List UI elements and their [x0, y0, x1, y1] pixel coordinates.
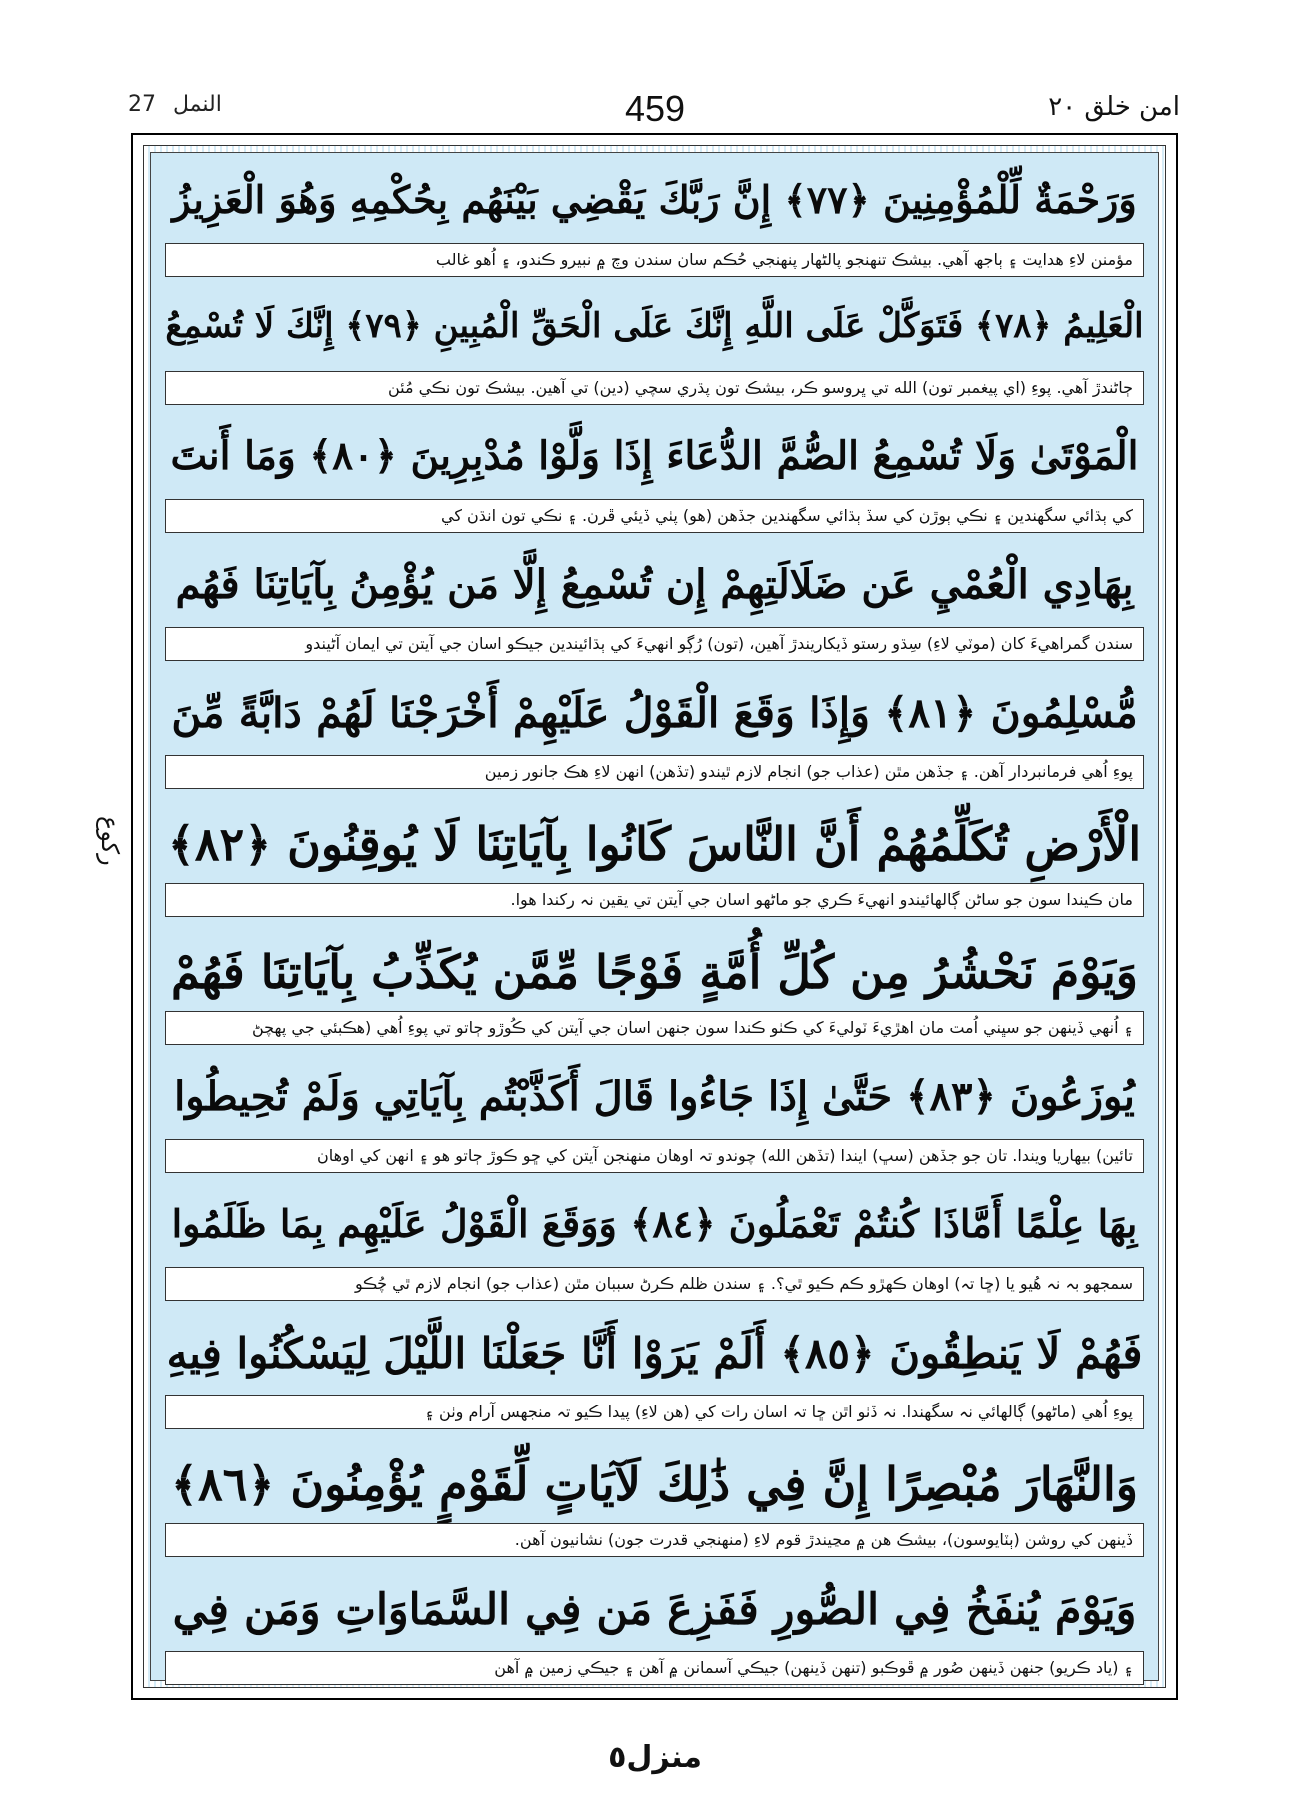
page-number: 459 — [624, 88, 686, 129]
verse-block — [151, 543, 1158, 671]
translation-line: پوءِ اُھي فرمانبردار آھن. ۽ جڏھن مٿن (عذاب جو) انجام لازم ٿيندو (تڏھن) انھن لاءِ ھڪ جانور زمين — [165, 755, 1144, 789]
translation-line: سمجھو بہ نہ ھُيو يا (ڇا تہ) اوھان ڪھڙو ڪم ڪيو ٿي؟. ۽ سندن ظلم ڪرڻ سببان مٿن (عذاب جو) انجام لازم ٿي چُڪو — [165, 1267, 1144, 1301]
translation-line: تائين) بيھاريا ويندا. تان جو جڏھن (سڀ) ايندا (تڏھن الله) چوندو تہ اوھان منھنجن آيتن کي ڇو ڪوڙ ڄاتو ھو ۽ انھن کي اوھان — [165, 1139, 1144, 1173]
text-area — [150, 152, 1159, 1681]
verse-block — [151, 1311, 1158, 1439]
arabic-line: مُّسْلِمُونَ ﴿٨١﴾ وَإِذَا وَقَعَ الْقَوْلُ عَلَيْهِمْ أَخْرَجْنَا لَهُمْ دَابَّةً مِّنَ — [171, 689, 1138, 737]
translation-line: پوءِ اُھي (ماڻھو) ڳالھائي نہ سگھندا. نہ ڏٺو اٿن ڇا تہ اسان رات کي (ھن لاءِ) پيدا ڪيو تہ منجھس آرام وٺن ۽ — [165, 1395, 1144, 1429]
manzil-label: منزل٥ — [608, 1740, 702, 1775]
translation-line: ۽ اُنھي ڏينھن جو سڀني اُمت مان اھڙيءَ ٽوليءَ کي ڪٺو ڪندا سون جنھن اسان جي آيتن کي ڪُوڙو ڄاتو تي پوءِ اُھي (ھڪبئي جي پھچڻ — [165, 1011, 1144, 1045]
verse-block — [151, 1567, 1158, 1695]
translation-line: مؤمنن لاءِ هدايت ۽ ٻاجھ آھي. بيشڪ تنھنجو پالڻھار پنھنجي حُڪم سان سندن وچ ۾ نبيرو ڪندو، ۽ اُھو غالب — [165, 243, 1144, 277]
translation-line: ڄاڻندڙ آھي. پوءِ (اي پيغمبر تون) الله تي ڀروسو ڪر، بيشڪ تون پڌري سچي (دين) تي آھين. بيشڪ تون نڪي مُئن — [165, 371, 1144, 405]
surah-label — [128, 92, 232, 136]
verse-block — [151, 1055, 1158, 1183]
translation-line: کي ٻڌائي سگھندين ۽ نڪي ٻوڙن کي سڏ ٻڌائي سگھندين جڏھن (ھو) پٺي ڏيئي ڦرن. ۽ نڪي تون انڌن کي — [165, 499, 1144, 533]
translation-line: ڏينھن کي روشن (ٻٽايوسون)، بيشڪ ھن ۾ مڃيندڙ قوم لاءِ (منھنجي قدرت جون) نشانيون آھن. — [165, 1523, 1144, 1557]
ruku-marker: ركوع — [96, 816, 124, 866]
verse-block — [151, 159, 1158, 287]
arabic-line: وَرَحْمَةٌ لِّلْمُؤْمِنِينَ ﴿٧٧﴾ إِنَّ رَبَّكَ يَقْضِي بَيْنَهُم بِحُكْمِهِ وَهُوَ الْعَزِيزُ — [172, 177, 1137, 222]
verse-block — [151, 415, 1158, 543]
translation-line: سندن گمراھيءَ کان (موٽي لاءِ) سِڌو رستو ڏيکاريندڙ آھين، (تون) رُڳو انھيءَ کي ٻڌائيندين جيڪو اسان جي آيتن تي ايمان آڻيندو — [165, 627, 1144, 661]
page-frame — [131, 133, 1178, 1700]
arabic-line: وَالنَّهَارَ مُبْصِرًا إِنَّ فِي ذَٰلِكَ لَآيَاتٍ لِّقَوْمٍ يُؤْمِنُونَ ﴿٨٦﴾ — [170, 1457, 1139, 1511]
arabic-line: يُوزَعُونَ ﴿٨٣﴾ حَتَّىٰ إِذَا جَاءُوا قَالَ أَكَذَّبْتُم بِآيَاتِي وَلَمْ تُحِيطُوا — [174, 1073, 1135, 1120]
surah-name: النمل — [173, 92, 222, 117]
translation-line: ۽ (ياد ڪريو) جنھن ڏينھن صُور ۾ ڦوڪبو (تنھن ڏينھن) جيڪي آسمانن ۾ آھن ۽ جيڪي زمين ۾ آھن — [165, 1651, 1144, 1685]
verse-block — [151, 287, 1158, 415]
verse-block — [151, 1183, 1158, 1311]
arabic-line: الْأَرْضِ تُكَلِّمُهُمْ أَنَّ النَّاسَ كَانُوا بِآيَاتِنَا لَا يُوقِنُونَ ﴿٨٢﴾ — [167, 817, 1142, 871]
arabic-line: الْمَوْتَىٰ وَلَا تُسْمِعُ الصُّمَّ الدُّعَاءَ إِذَا وَلَّوْا مُدْبِرِينَ ﴿٨٠﴾ وَمَا أَنتَ — [170, 433, 1139, 479]
arabic-line: بِهَا عِلْمًا أَمَّاذَا كُنتُمْ تَعْمَلُونَ ﴿٨٤﴾ وَوَقَعَ الْقَوْلُ عَلَيْهِم بِمَا ظَلَمُوا — [171, 1201, 1138, 1246]
translation-line: مان ڪيندا سون جو ساڻن ڳالھائيندو انھيءَ ڪري جو ماڻھو اسان جي آيتن تي يقين نہ رکندا ھوا. — [165, 883, 1144, 917]
arabic-line: الْعَلِيمُ ﴿٧٨﴾ فَتَوَكَّلْ عَلَى اللَّهِ إِنَّكَ عَلَى الْحَقِّ الْمُبِينِ ﴿٧٩﴾ إِنَّكَ لَا تُسْمِعُ — [165, 306, 1144, 346]
arabic-line: وَيَوْمَ يُنفَخُ فِي الصُّورِ فَفَزِعَ مَن فِي السَّمَاوَاتِ وَمَن فِي — [172, 1585, 1137, 1635]
arabic-line: فَهُمْ لَا يَنطِقُونَ ﴿٨٥﴾ أَلَمْ يَرَوْا أَنَّا جَعَلْنَا اللَّيْلَ لِيَسْكُنُوا فِيهِ — [166, 1329, 1143, 1378]
verse-block — [151, 671, 1158, 799]
verse-block — [151, 799, 1158, 927]
verse-block — [151, 1439, 1158, 1567]
arabic-line: وَيَوْمَ نَحْشُرُ مِن كُلِّ أُمَّةٍ فَوْجًا مِّمَّن يُكَذِّبُ بِآيَاتِنَا فَهُمْ — [170, 945, 1139, 999]
verse-block — [151, 927, 1158, 1055]
arabic-line: بِهَادِي الْعُمْيِ عَن ضَلَالَتِهِمْ إِن تُسْمِعُ إِلَّا مَن يُؤْمِنُ بِآيَاتِنَا فَهُم — [175, 561, 1134, 608]
surah-number: 27 — [128, 92, 156, 117]
decorative-border — [143, 145, 1166, 1688]
juz-name: امن خلق ٢٠ — [1048, 92, 1180, 122]
